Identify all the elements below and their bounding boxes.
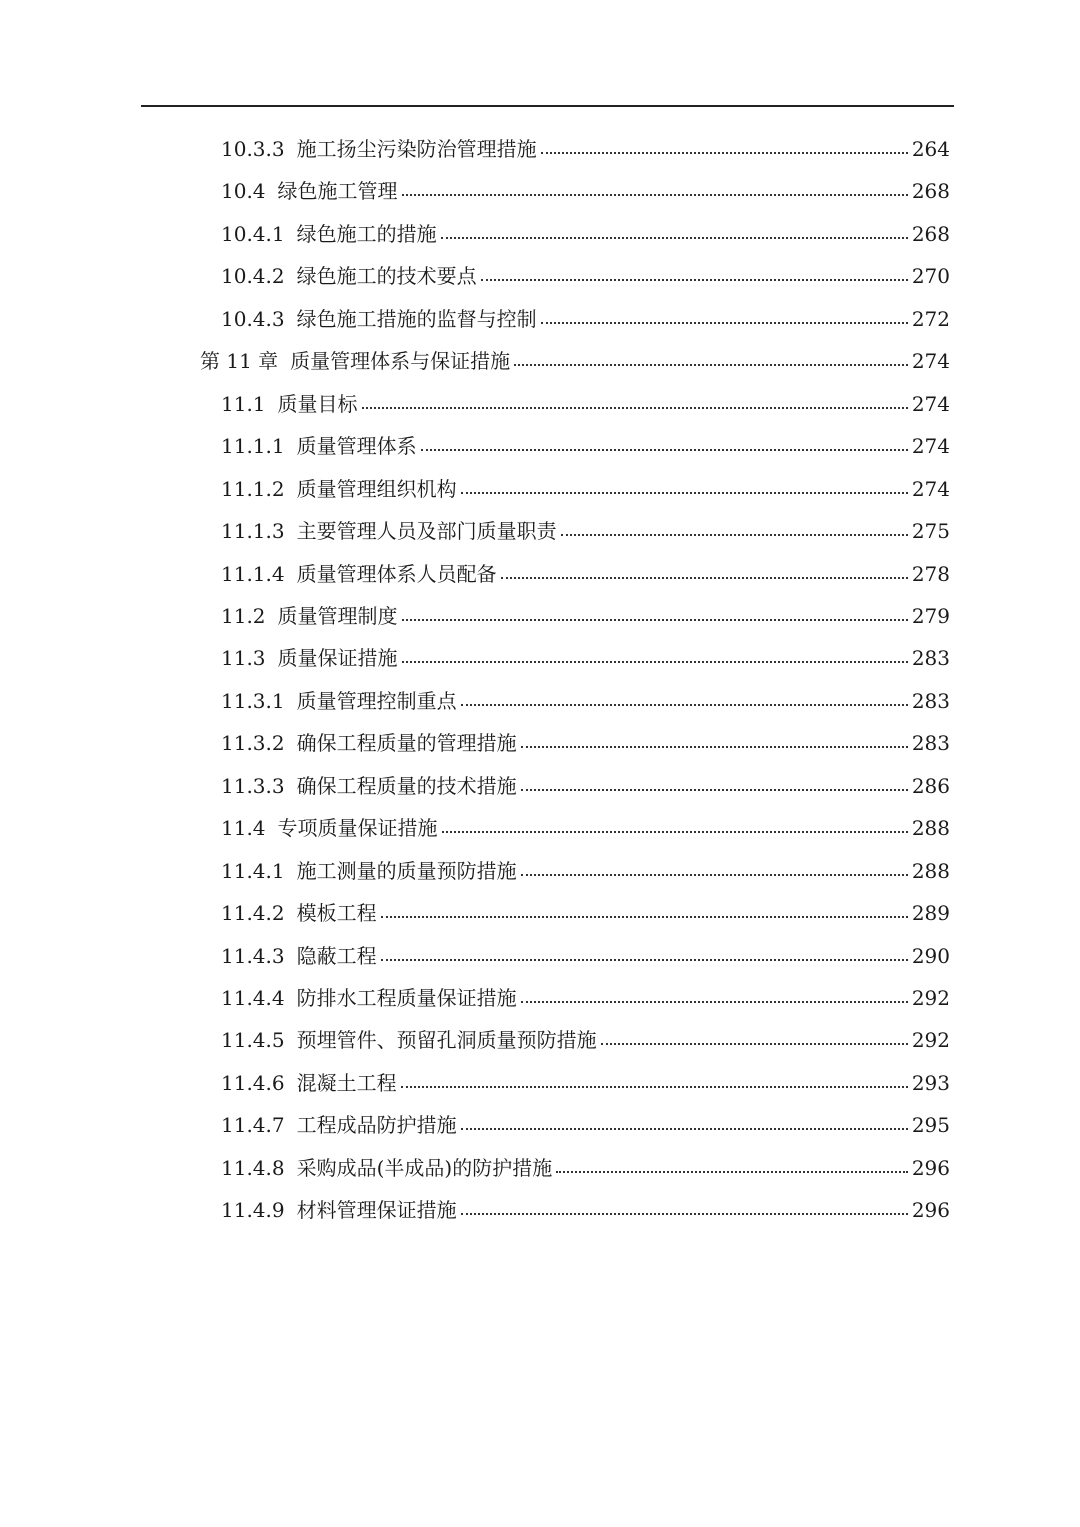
toc-entry-number: 11.4.7	[221, 1113, 285, 1138]
toc-entry-number: 11.2	[221, 603, 266, 628]
toc-entry-title: 质量管理体系与保证措施	[290, 349, 511, 374]
toc-dot-leader	[521, 779, 908, 793]
toc-entry-page-number: 270	[911, 264, 950, 289]
toc-entry-number: 11.4.3	[221, 943, 285, 968]
toc-entry-page-number: 289	[911, 901, 950, 926]
toc-entry-page-number: 292	[911, 1028, 950, 1053]
toc-entry-number: 10.4.3	[221, 306, 285, 331]
toc-dot-leader	[521, 991, 908, 1005]
toc-entry[interactable]	[221, 298, 950, 340]
toc-dot-leader	[461, 1203, 908, 1217]
toc-entry-number: 11.4.2	[221, 901, 285, 926]
toc-entry[interactable]	[221, 850, 950, 892]
toc-dot-leader	[402, 184, 908, 198]
toc-entry-number: 11.4.6	[221, 1070, 285, 1095]
toc-entry-page-number: 264	[911, 137, 950, 161]
toc-entry-number: 11.3.2	[221, 731, 285, 756]
toc-entry[interactable]	[221, 553, 950, 595]
toc-entry-number: 11.1	[221, 391, 266, 416]
toc-entry-title: 防排水工程质量保证措施	[296, 986, 517, 1010]
toc-dot-leader	[461, 482, 908, 496]
toc-entry-title: 隐蔽工程	[296, 943, 377, 968]
toc-entry-page-number: 295	[911, 1113, 950, 1138]
toc-entry[interactable]	[221, 722, 950, 764]
toc-dot-leader	[461, 1118, 908, 1132]
toc-entry-title: 绿色施工措施的监督与控制	[296, 306, 537, 331]
toc-entry-page-number: 296	[911, 1155, 950, 1180]
toc-entry-page-number: 268	[911, 221, 950, 246]
toc-entry-page-number: 279	[911, 603, 950, 628]
toc-entry-number: 11.4.9	[221, 1198, 285, 1223]
toc-entry-number: 11.1.1	[221, 434, 285, 459]
toc-entry-title: 主要管理人员及部门质量职责	[296, 519, 557, 544]
toc-dot-leader	[521, 736, 908, 750]
toc-entry-page-number: 283	[911, 731, 950, 756]
toc-entry-number: 11.3.1	[221, 688, 285, 713]
toc-entry-number: 11.1.4	[221, 561, 285, 586]
toc-entry-number: 11.4	[221, 816, 266, 841]
toc-dot-leader	[442, 821, 908, 835]
toc-entry-title: 质量管理体系人员配备	[296, 561, 497, 586]
header-rule	[141, 105, 954, 107]
toc-entry[interactable]	[221, 935, 950, 977]
toc-entry-number: 11.1.2	[221, 476, 285, 501]
toc-entry-page-number: 292	[911, 986, 950, 1010]
toc-entry[interactable]	[221, 595, 950, 637]
toc-entry[interactable]	[221, 1062, 950, 1104]
toc-entry[interactable]	[221, 765, 950, 807]
toc-entry-page-number: 268	[911, 179, 950, 204]
toc-entry-number: 11.3	[221, 646, 266, 671]
toc-entry-page-number: 272	[911, 306, 950, 331]
toc-dot-leader	[421, 439, 908, 453]
toc-entry[interactable]	[221, 468, 950, 510]
toc-entry-title: 确保工程质量的管理措施	[296, 731, 517, 756]
toc-entry-number: 11.4.4	[221, 986, 285, 1010]
toc-dot-leader	[402, 609, 908, 623]
toc-entry-page-number: 293	[911, 1070, 950, 1095]
toc-entry[interactable]	[221, 255, 950, 297]
toc-entry-page-number: 288	[911, 816, 950, 841]
toc-entry-number: 10.4	[221, 179, 266, 204]
toc-dot-leader	[541, 312, 908, 326]
toc-dot-leader	[401, 1076, 908, 1090]
toc-entry-title: 质量保证措施	[277, 646, 398, 671]
toc-entry[interactable]	[221, 213, 950, 255]
toc-entry-page-number: 274	[911, 391, 950, 416]
toc-entry-number: 10.4.1	[221, 221, 285, 246]
toc-dot-leader	[481, 269, 908, 283]
toc-entry-title: 施工测量的质量预防措施	[296, 858, 517, 883]
toc-entry-page-number: 274	[911, 476, 950, 501]
toc-entry[interactable]	[221, 1104, 950, 1146]
toc-entry-title: 工程成品防护措施	[296, 1113, 457, 1138]
toc-entry-title: 材料管理保证措施	[296, 1198, 457, 1223]
toc-entry[interactable]	[221, 892, 950, 934]
toc-entry-number: 10.3.3	[221, 137, 285, 161]
toc-entry-page-number: 274	[911, 434, 950, 459]
toc-entry-page-number: 275	[911, 519, 950, 544]
toc-dot-leader	[362, 397, 908, 411]
toc-entry-page-number: 290	[911, 943, 950, 968]
toc-dot-leader	[521, 864, 908, 878]
toc-entry-title: 绿色施工的措施	[296, 221, 437, 246]
toc-entry-number: 11.4.1	[221, 858, 285, 883]
toc-entry[interactable]	[221, 510, 950, 552]
toc-dot-leader	[556, 1161, 908, 1175]
toc-entry-page-number: 296	[911, 1198, 950, 1223]
toc-entry-number: 第 11 章	[200, 349, 279, 374]
toc-dot-leader	[501, 567, 908, 581]
toc-entry[interactable]	[200, 340, 950, 382]
toc-entry[interactable]	[221, 637, 950, 679]
toc-entry-title: 质量管理制度	[277, 603, 398, 628]
toc-entry-title: 绿色施工管理	[277, 179, 398, 204]
toc-entry-title: 模板工程	[296, 901, 377, 926]
toc-entry-title: 预埋管件、预留孔洞质量预防措施	[296, 1028, 597, 1053]
toc-entry-title: 质量目标	[277, 391, 358, 416]
toc-entry[interactable]	[221, 128, 950, 170]
toc-entry-number: 10.4.2	[221, 264, 285, 289]
toc-entry-number: 11.4.8	[221, 1155, 285, 1180]
toc-entry-title: 混凝土工程	[296, 1070, 397, 1095]
toc-entry[interactable]	[221, 1019, 950, 1061]
toc-entry-number: 11.4.5	[221, 1028, 285, 1053]
toc-entry[interactable]	[221, 1147, 950, 1189]
toc-dot-leader	[514, 354, 908, 368]
toc-entry-title: 质量管理体系	[296, 434, 417, 459]
toc-dot-leader	[461, 694, 908, 708]
toc-entry[interactable]	[221, 1189, 950, 1231]
toc-entry-number: 11.3.3	[221, 773, 285, 798]
toc-entry-title: 确保工程质量的技术措施	[296, 773, 517, 798]
toc-entry-number: 11.1.3	[221, 519, 285, 544]
toc-entry-page-number: 288	[911, 858, 950, 883]
toc-entry[interactable]	[221, 425, 950, 467]
toc-entry-page-number: 278	[911, 561, 950, 586]
toc-entry-title: 绿色施工的技术要点	[296, 264, 477, 289]
toc-dot-leader	[541, 142, 908, 156]
toc-entry-page-number: 283	[911, 646, 950, 671]
toc-entry-title: 质量管理组织机构	[296, 476, 457, 501]
toc-dot-leader	[601, 1033, 908, 1047]
toc-entry[interactable]	[221, 680, 950, 722]
toc-entry[interactable]	[221, 383, 950, 425]
toc-dot-leader	[441, 227, 908, 241]
toc-entry-page-number: 274	[911, 349, 950, 374]
toc-entry-title: 质量管理控制重点	[296, 688, 457, 713]
toc-entry[interactable]	[221, 807, 950, 849]
toc-entry[interactable]	[221, 977, 950, 1019]
toc-entry-title: 专项质量保证措施	[277, 816, 438, 841]
toc-entry[interactable]	[221, 170, 950, 212]
toc-entry-title: 采购成品(半成品)的防护措施	[296, 1155, 553, 1180]
toc-entry-title: 施工扬尘污染防治管理措施	[296, 137, 537, 161]
toc-entry-page-number: 283	[911, 688, 950, 713]
toc-entry-page-number: 286	[911, 773, 950, 798]
toc-dot-leader	[381, 949, 908, 963]
toc-dot-leader	[561, 524, 908, 538]
toc-dot-leader	[402, 651, 908, 665]
toc-dot-leader	[381, 906, 908, 920]
